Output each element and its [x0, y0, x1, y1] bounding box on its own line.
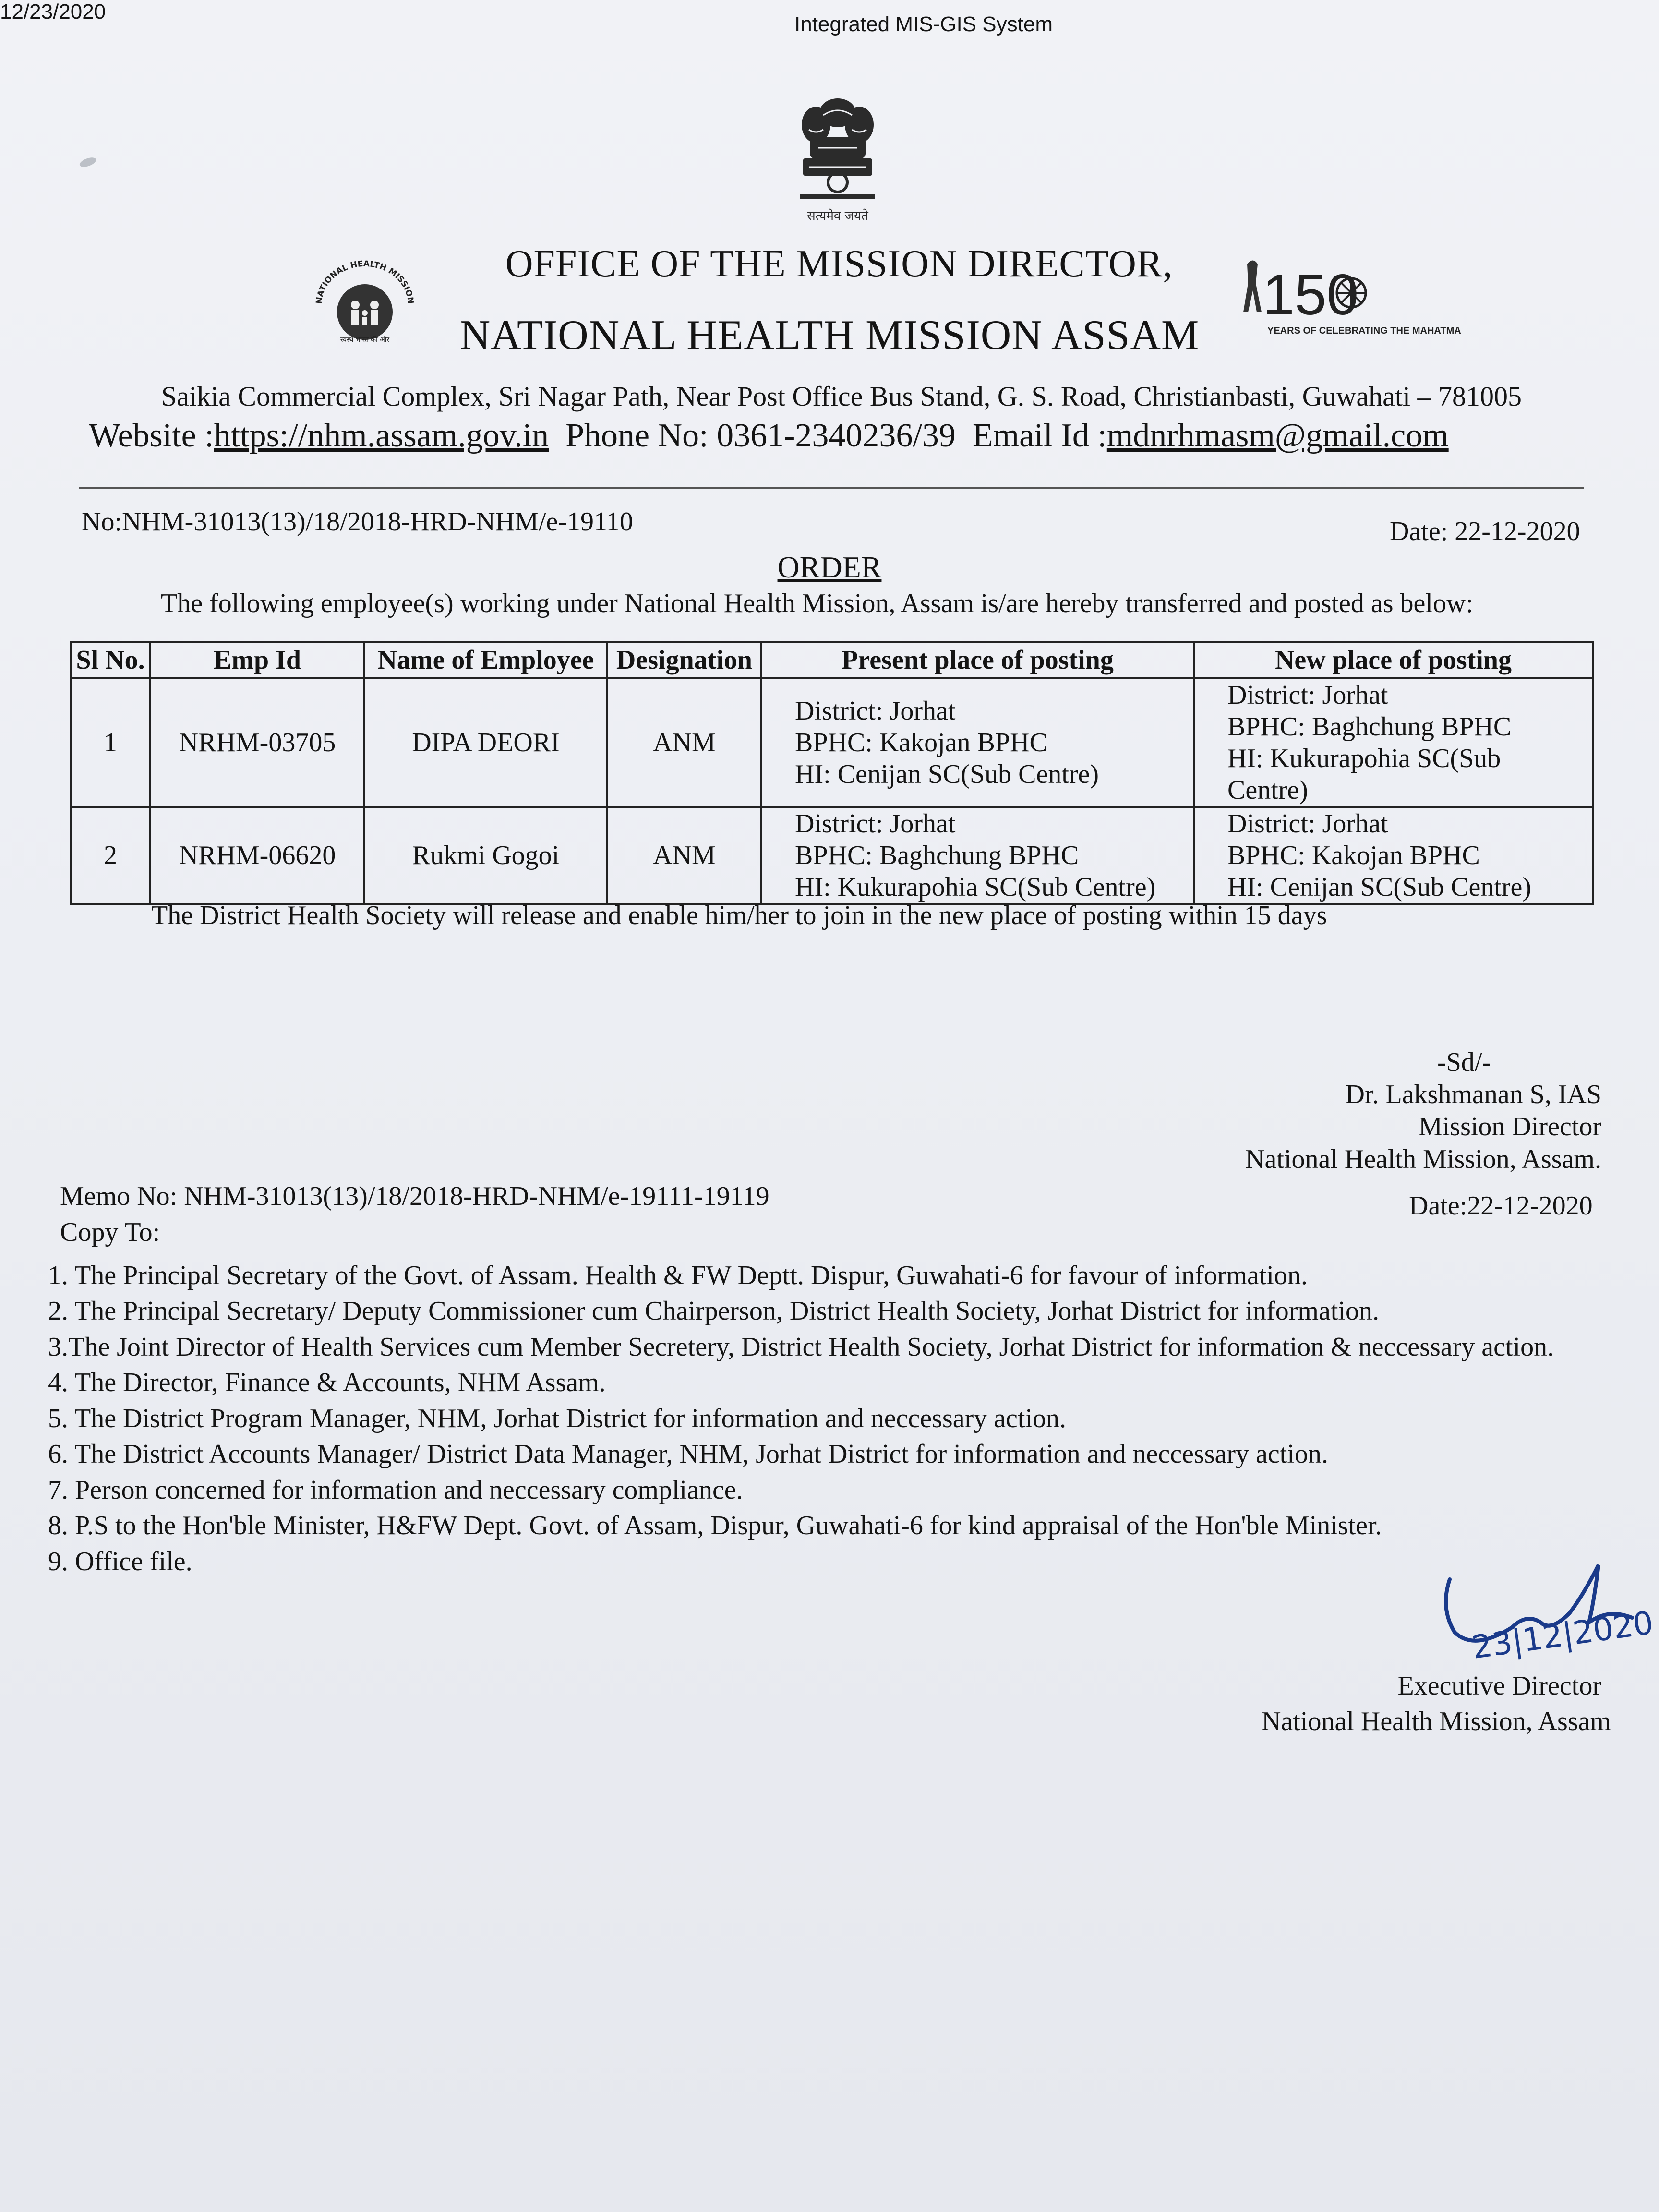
present-hi: HI: Kukurapohia SC(Sub Centre) — [795, 872, 1156, 902]
present-bphc: BPHC: Baghchung BPHC — [795, 841, 1079, 871]
cell-new-place — [1194, 678, 1593, 807]
copy-to-label: Copy To: — [60, 1217, 160, 1247]
letterhead-title-line1: OFFICE OF THE MISSION DIRECTOR, — [505, 243, 1173, 285]
new-hi: HI: Cenijan SC(Sub Centre) — [1227, 872, 1532, 902]
handwritten-signature — [1435, 1551, 1656, 1671]
memo-number: Memo No: NHM-31013(13)/18/2018-HRD-NHM/e-19111-19119 — [60, 1181, 769, 1211]
present-district: District: Jorhat — [795, 809, 956, 839]
present-district: District: Jorhat — [795, 696, 956, 726]
signatory-designation: Mission Director — [1418, 1112, 1601, 1142]
order-heading: ORDER — [777, 550, 882, 584]
mission-director-signature-block — [1245, 1046, 1601, 1176]
list-item: 8. P.S to the Hon'ble Minister, H&FW Dept. Govt. of Assam, Dispur, Guwahati-6 for kind appraisal of the Hon'ble Minister. — [48, 1511, 1382, 1541]
phone-label: Phone No: — [565, 417, 717, 454]
emblem-motto: सत्यमेव जयते — [807, 209, 868, 223]
order-date: Date: 22-12-2020 — [1390, 517, 1580, 546]
cell-present-place — [761, 807, 1194, 904]
present-hi: HI: Cenijan SC(Sub Centre) — [795, 759, 1099, 790]
release-note: The District Health Society will release and enable him/her to join in the new place of posting within 15 days — [151, 901, 1327, 930]
nhm-logo-ring-text: NATIONAL HEALTH MISSION — [314, 259, 416, 305]
new-bphc: BPHC: Baghchung BPHC — [1227, 712, 1512, 742]
cell-emp-id: NRHM-03705 — [150, 678, 364, 807]
header-emp-id: Emp Id — [150, 642, 364, 678]
signatory-org: National Health Mission, Assam. — [1245, 1144, 1601, 1174]
new-bphc: BPHC: Kakojan BPHC — [1227, 841, 1480, 871]
table-row — [71, 678, 1593, 807]
header-sl-no: Sl No. — [71, 642, 150, 678]
cell-sl-no: 2 — [71, 807, 150, 904]
list-item: 1. The Principal Secretary of the Govt. of Assam. Health & FW Deptt. Dispur, Guwahati-6 for favour of information. — [48, 1261, 1308, 1290]
signatory-name: Dr. Lakshmanan S, IAS — [1345, 1080, 1601, 1110]
list-item: 2. The Principal Secretary/ Deputy Commissioner cum Chairperson, District Health Society, Jorhat District for information. — [48, 1296, 1379, 1326]
new-district: District: Jorhat — [1227, 809, 1388, 839]
signatory2-designation: Executive Director — [1397, 1671, 1601, 1701]
copy-to-list — [48, 1258, 1613, 1579]
cell-present-place — [761, 678, 1194, 807]
header-employee-name: Name of Employee — [364, 642, 607, 678]
letterhead-title-line2: NATIONAL HEALTH MISSION ASSAM — [459, 312, 1200, 359]
print-date: 12/23/2020 — [0, 0, 106, 24]
national-emblem-icon — [775, 86, 900, 230]
list-item: 7. Person concerned for information and neccessary compliance. — [48, 1475, 743, 1505]
print-system-name: Integrated MIS-GIS System — [794, 12, 1053, 36]
website-label: Website : — [89, 417, 214, 454]
phone-number: 0361-2340236/39 — [717, 417, 956, 454]
order-reference-number: No:NHM-31013(13)/18/2018-HRD-NHM/e-19110 — [82, 507, 633, 537]
signatory2-org: National Health Mission, Assam — [1262, 1707, 1611, 1737]
punch-mark — [78, 156, 97, 168]
list-item: 6. The District Accounts Manager/ District Data Manager, NHM, Jorhat District for information and neccessary action. — [48, 1439, 1328, 1469]
order-intro: The following employee(s) working under National Health Mission, Assam is/are hereby transferred and posted as below: — [161, 589, 1473, 618]
table-header-row — [71, 642, 1593, 678]
transfer-table — [70, 641, 1594, 905]
header-new-place: New place of posting — [1194, 642, 1593, 678]
header-designation: Designation — [607, 642, 761, 678]
cell-new-place — [1194, 807, 1593, 904]
executive-director-signature-block — [1262, 1668, 1611, 1740]
letterhead-contact — [89, 417, 1449, 455]
logo-150-text: YEARS OF CELEBRATING THE MAHATMA — [1267, 325, 1461, 336]
website-link[interactable]: https://nhm.assam.gov.in — [214, 417, 549, 454]
list-item: 4. The Director, Finance & Accounts, NHM Assam. — [48, 1368, 606, 1398]
handwritten-date: 23|12|2020 — [1469, 1604, 1656, 1666]
header-present-place: Present place of posting — [761, 642, 1194, 678]
memo-date: Date:22-12-2020 — [1409, 1191, 1593, 1221]
cell-sl-no: 1 — [71, 678, 150, 807]
email-link[interactable]: mdnrhmasm@gmail.com — [1106, 417, 1449, 454]
cell-designation: ANM — [607, 807, 761, 904]
list-item: 9. Office file. — [48, 1546, 192, 1576]
cell-designation: ANM — [607, 678, 761, 807]
cell-emp-id: NRHM-06620 — [150, 807, 364, 904]
new-district: District: Jorhat — [1227, 680, 1388, 710]
table-row — [71, 807, 1593, 904]
nhm-logo-lower-text: स्वस्थ भारत की ओर — [340, 336, 390, 344]
list-item: 5. The District Program Manager, NHM, Jorhat District for information and neccessary action. — [48, 1403, 1067, 1433]
new-hi: HI: Kukurapohia SC(Sub Centre) — [1227, 744, 1501, 805]
sd-mark: -Sd/- — [1437, 1047, 1491, 1077]
email-label: Email Id : — [972, 417, 1107, 454]
logo-150-number: 150 — [1262, 263, 1359, 327]
list-item: 3.The Joint Director of Health Services cum Member Secretery, District Health Society, Jorhat District for information & neccessary action. — [48, 1332, 1554, 1362]
letterhead-address: Saikia Commercial Complex, Sri Nagar Path, Near Post Office Bus Stand, G. S. Road, Christianbasti, Guwahati – 781005 — [161, 381, 1522, 412]
cell-employee-name: Rukmi Gogoi — [364, 807, 607, 904]
present-bphc: BPHC: Kakojan BPHC — [795, 728, 1047, 758]
cell-employee-name: DIPA DEORI — [364, 678, 607, 807]
letterhead-divider — [79, 487, 1584, 489]
